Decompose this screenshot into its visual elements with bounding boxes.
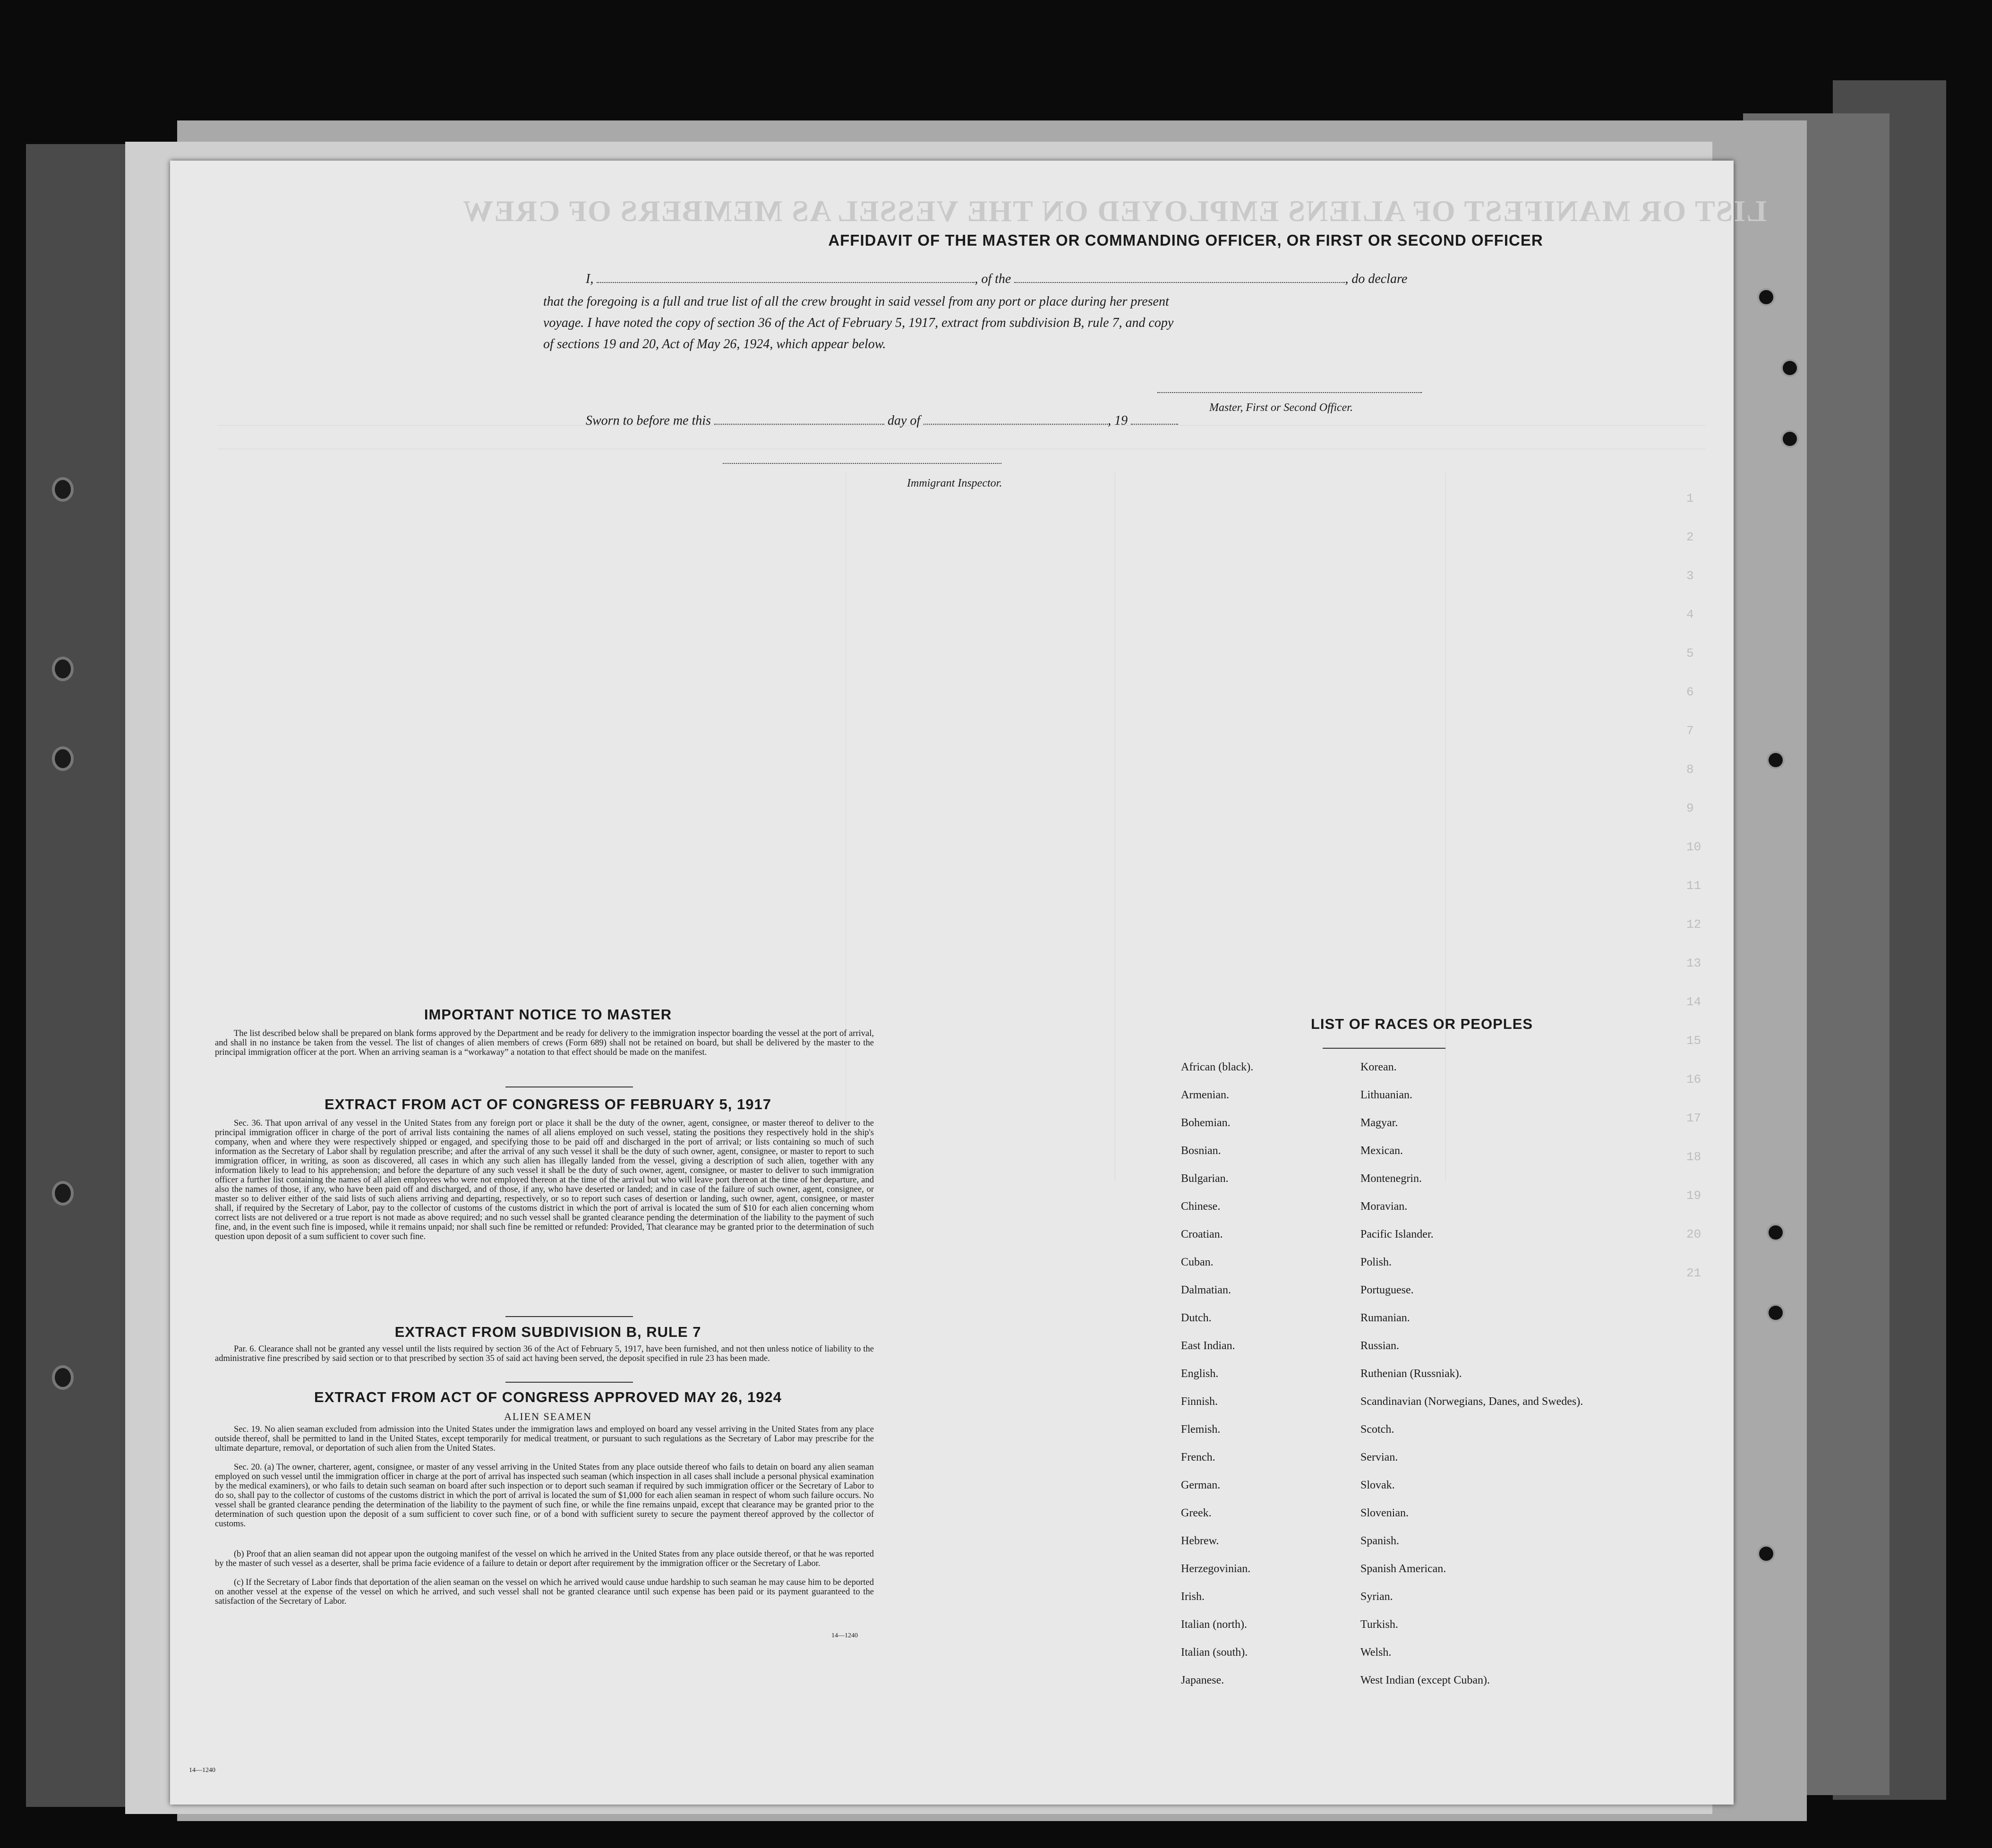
race-item: Scandinavian (Norwegians, Danes, and Swedes). [1360,1395,1583,1408]
affidavit-line-3: voyage. I have noted the copy of section 36 of the Act of February 5, 1917, extract from subdivision B, rule 7, and copy [543,316,1174,330]
race-item: East Indian. [1181,1340,1235,1352]
act-1924-heading: EXTRACT FROM ACT OF CONGRESS APPROVED MAY 26, 1924 [314,1389,782,1405]
manifest-page [170,161,1767,1805]
ghost-row-number: 15 [1686,1034,1701,1048]
race-item: Montenegrin. [1360,1172,1422,1185]
race-item: Korean. [1360,1061,1397,1073]
race-item: Hebrew. [1181,1535,1219,1547]
race-item: Moravian. [1360,1200,1408,1213]
race-item: Chinese. [1181,1200,1221,1213]
ghost-row-number: 17 [1686,1111,1701,1125]
sworn-prefix: Sworn to before me this [586,413,711,428]
ghost-row-number: 11 [1686,879,1701,893]
races-list-right [1360,1061,1625,1702]
notice-text: The list described below shall be prepared on blank forms approved by the Department and be ready for delivery to the immigration inspector boarding the vessel at the port of arrival, and shall in no instance be taken from the vessel. The list of changes of alien members of crews (Form 689) shall not be retained on board, but shall be delivered by the master to the principal immigration officer at the port. When an arriving seaman is a “workaway” a notation to that effect should be made on the manifest. [215,1029,874,1057]
race-item: French. [1181,1451,1215,1463]
sworn-year: , 19 [1108,413,1128,428]
sworn-day-of: day of [887,413,921,428]
ghost-row-number: 7 [1686,724,1694,738]
race-item: Herzegovinian. [1181,1563,1251,1575]
sec19-text: Sec. 19. No alien seaman excluded from admission into the United States under the immigration laws and employed on board any vessel arriving in the United States from any place outside thereof, shall be permitted to land in the United States, except temporarily for medical treatment, or pursuant to such regulations as the Secretary of Labor may prescribe for the ultimate departure, removal, or deportation of such alien from the United States. [215,1425,874,1453]
punch-hole-icon [1757,1545,1775,1563]
ghost-row-number: 9 [1686,801,1694,815]
ghost-row-number: 12 [1686,917,1701,932]
sworn-line [586,413,1178,428]
race-item: Lithuanian. [1360,1089,1412,1101]
ghost-row-number: 21 [1686,1266,1701,1280]
race-item: Portuguese. [1360,1284,1414,1296]
race-item: Armenian. [1181,1089,1229,1101]
binder-ring-icon [52,1181,74,1206]
affidavit-of-the: , of the [975,272,1011,286]
ghost-row-number: 16 [1686,1072,1701,1087]
punch-hole-icon [1781,430,1799,448]
ghost-row-number: 2 [1686,530,1694,544]
race-item: Slovak. [1360,1479,1395,1491]
race-item: Russian. [1360,1340,1400,1352]
name-blank [597,274,975,283]
race-item: Slovenian. [1360,1507,1409,1519]
affidavit-line-2: that the foregoing is a full and true list of all the crew brought in said vessel from any port or place during her present [543,294,1169,309]
race-item: Greek. [1181,1507,1212,1519]
ghost-row-number: 14 [1686,995,1701,1009]
race-item: Syrian. [1360,1591,1393,1603]
race-item: Welsh. [1360,1646,1392,1659]
race-item: Bosnian. [1181,1145,1221,1157]
vessel-blank [1014,274,1345,283]
ghost-row-number: 10 [1686,840,1701,854]
ghost-row-number: 1 [1686,491,1694,505]
ghost-row-number: 19 [1686,1189,1701,1203]
punch-hole-icon [1781,359,1799,377]
race-item: Spanish American. [1360,1563,1446,1575]
master-signature-line [1157,392,1422,393]
race-item: Bulgarian. [1181,1172,1229,1185]
master-caption: Master, First or Second Officer. [1209,402,1353,414]
affidavit-line-4: of sections 19 and 20, Act of May 26, 1924, which appear below. [543,337,886,351]
race-item: English. [1181,1368,1219,1380]
day-blank [714,415,884,425]
ghost-row-number: 5 [1686,646,1694,660]
race-item: Cuban. [1181,1256,1214,1268]
ghost-row-number: 4 [1686,607,1694,622]
ghost-row-number: 13 [1686,956,1701,970]
race-item: Servian. [1360,1451,1398,1463]
ghost-row-number: 18 [1686,1150,1701,1164]
ghost-row-number: 3 [1686,569,1694,583]
race-item: Dalmatian. [1181,1284,1231,1296]
divider [505,1382,633,1383]
race-item: Irish. [1181,1591,1205,1603]
divider [505,1316,633,1317]
act-1917-text: Sec. 36. That upon arrival of any vessel in the United States from any foreign port or place it shall be the duty of the owner, agent, consignee, or master thereof to deliver to the principal immigration officer in charge of the port of arrival lists containing the names of all aliens employed on such vessel, stating the positions they respectively hold in the ship's company, when and where they were respectively shipped or engaged, and specifying those to be paid off and discharged in the port of arrival; or lists containing so much of such information as the Secretary of Labor shall by regulation prescribe; and after the arrival of any such vessel it shall be the duty of such owner, agent, consignee, or master to report to such immigration officer, in writing, as soon as discovered, all cases in which any such alien has illegally landed from the vessel, giving a description of such alien, together with any information likely to lead to his apprehension; and before the departure of any such vessel it shall be the duty of such owner, agent, consignee, or master to deliver to such immigration officer a further list containing the names of all alien employees who were not employed thereon at the time of the arrival but who will leave port thereon at the time of her departure, and also the names of those, if any, who have been paid off and discharged, and of those, if any, who have deserted or landed; and in case of the failure of such owner, agent, consignee, or master so to deliver either of the said lists of such aliens arriving and departing, respectively, or so to report such cases of desertion or landing, such owner, agent, consignee, or master shall, if required by the Secretary of Labor, pay to the collector of customs of the customs district in which the port of arrival is located the sum of $10 for each alien concerning whom correct lists are not delivered or a true report is not made as above required; and no such vessel shall be granted clearance pending the determination of the liability to the payment of such fine, and, in the event such fine is imposed, while it remains unpaid; nor shall such fine be remitted or refunded: Provided, That clearance may be granted prior to the determination of such question upon deposit of a sum sufficient to cover such fine. [215,1119,874,1241]
punch-hole-icon [1757,288,1775,306]
inspector-signature-line [723,463,1001,464]
race-item: German. [1181,1479,1221,1491]
race-item: Scotch. [1360,1423,1394,1436]
race-item: Pacific Islander. [1360,1228,1434,1241]
sec20c-text: (c) If the Secretary of Labor finds that deportation of the alien seaman on the vessel on which he arrived would cause undue hardship to such seaman he may cause him to be deported on another vessel at the expense of the vessel on which he arrived, and such vessel shall not be granted clearance until such expense has been paid or its payment guaranteed to the satisfaction of the Secretary of Labor. [215,1578,874,1606]
punch-hole-icon [1767,1304,1785,1322]
race-item: Japanese. [1181,1674,1224,1686]
race-item: Magyar. [1360,1117,1398,1129]
month-blank [923,415,1108,425]
act-1917-heading: EXTRACT FROM ACT OF CONGRESS OF FEBRUARY 5, 1917 [325,1096,771,1112]
race-item: West Indian (except Cuban). [1360,1674,1490,1686]
notice-heading: IMPORTANT NOTICE TO MASTER [424,1006,672,1023]
races-heading: LIST OF RACES OR PEOPLES [1310,1016,1533,1032]
binder-ring-icon [52,746,74,771]
races-list-left [1181,1061,1360,1702]
ghost-row-number: 20 [1686,1227,1701,1241]
race-item: Mexican. [1360,1145,1403,1157]
alien-seamen-subheading: ALIEN SEAMEN [504,1411,592,1422]
race-item: Italian (north). [1181,1618,1247,1631]
race-item: Dutch. [1181,1312,1212,1324]
affidavit-i: I, [586,272,594,286]
year-blank [1131,415,1178,425]
race-item: Croatian. [1181,1228,1223,1241]
binder-ring-icon [52,657,74,681]
divider [1323,1048,1445,1049]
race-item: Finnish. [1181,1395,1218,1408]
race-item: Italian (south). [1181,1646,1248,1659]
sec20b-text: (b) Proof that an alien seaman did not appear upon the outgoing manifest of the vessel on which he arrived in the United States from any place outside thereof, or that he was reported by the master of such vessel as a deserter, shall be prima facie evidence of a failure to detain or deport after requirement by the immigration officer or the Secretary of Labor. [215,1549,874,1568]
binder-ring-icon [52,1365,74,1390]
punch-hole-icon [1767,1223,1785,1241]
race-item: Rumanian. [1360,1312,1410,1324]
race-item: Turkish. [1360,1618,1398,1631]
affidavit-line-1 [586,272,1407,287]
rule7-text: Par. 6. Clearance shall not be granted any vessel until the lists required by section 36 of the Act of February 5, 1917, have been furnished, and not then unless notice of liability to the administrative fine prescribed by said section or to that prescribed by section 35 of said act having been served, the deposit specified in rule 23 has been made. [215,1344,874,1363]
rule7-heading: EXTRACT FROM SUBDIVISION B, RULE 7 [394,1324,701,1340]
race-item: Bohemian. [1181,1117,1231,1129]
race-item: Spanish. [1360,1535,1400,1547]
race-item: African (black). [1181,1061,1254,1073]
ghost-row-number: 8 [1686,762,1694,777]
punch-hole-icon [1767,751,1785,769]
ghost-row-number: 6 [1686,685,1694,699]
sec20a-text: Sec. 20. (a) The owner, charterer, agent, consignee, or master of any vessel arriving in the United States from any place outside thereof who fails to detain on board any alien seaman employed on such vessel until the immigration officer in charge at the port of arrival has inspected such seaman (which inspection in all cases shall include a personal physical examination by the medical examiners), or who fails to detain such seaman on board after such inspection or to deport such seaman if required by such immigration officer or the Secretary of Labor to do so, shall pay to the collector of customs of the customs district in which the port of arrival is located the sum of $1,000 for each alien seaman in respect of whom such failure occurs. No vessel shall be granted clearance pending the determination of the liability to the payment of such fine, or while the fine remains unpaid, except that clearance may be granted prior to the determination of such question upon the deposit of a sum sufficient to cover such fine, or of a bond with sufficient surety to secure the payment thereof approved by the collector of customs. [215,1463,874,1529]
inspector-caption: Immigrant Inspector. [907,477,1002,489]
binder-ring-icon [52,477,74,502]
race-item: Ruthenian (Russniak). [1360,1368,1462,1380]
affidavit-declare: , do declare [1345,272,1408,286]
form-number: 14—1240 [831,1632,858,1639]
race-item: Polish. [1360,1256,1392,1268]
ghost-title: LIST OR MANIFEST OF ALIENS EMPLOYED ON THE VESSEL AS MEMBERS OF CREW [462,194,1767,228]
race-item: Flemish. [1181,1423,1221,1436]
affidavit-title: AFFIDAVIT OF THE MASTER OR COMMANDING OFFICER, OR FIRST OR SECOND OFFICER [828,231,1543,249]
form-number-bottom: 14—1240 [189,1767,215,1774]
